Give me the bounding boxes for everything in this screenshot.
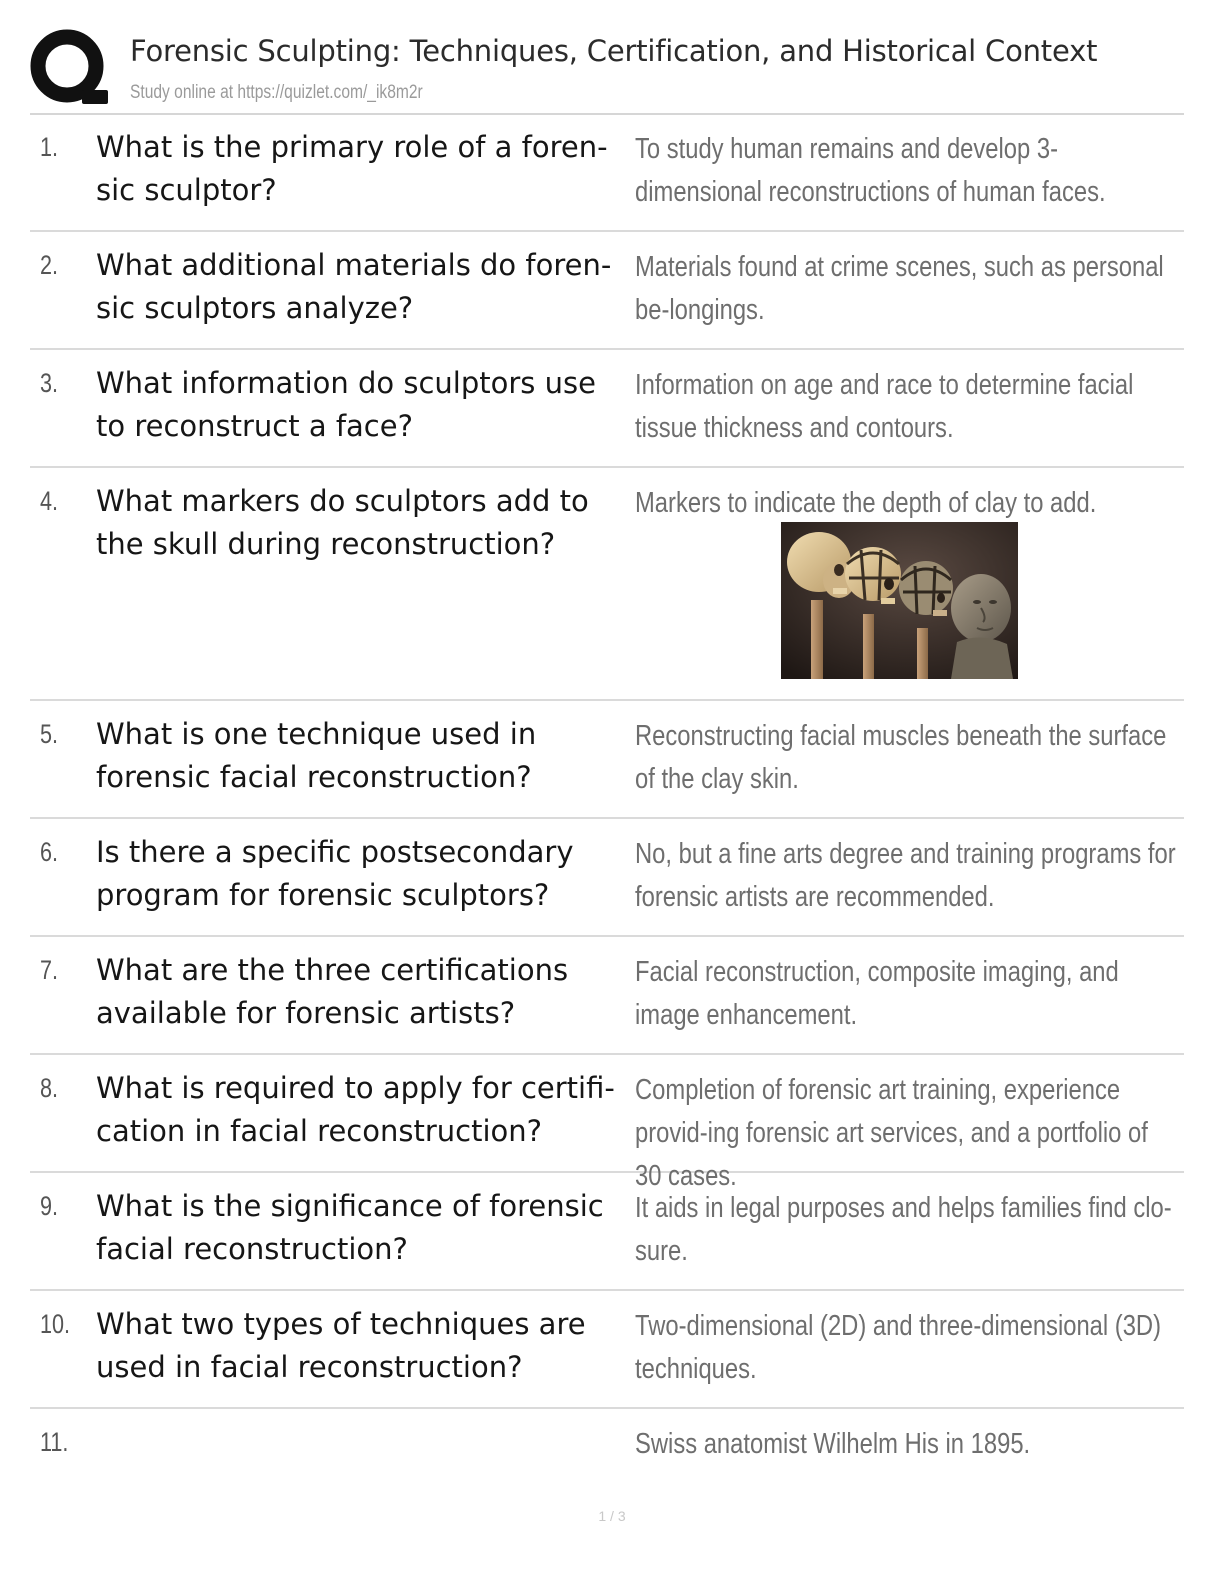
card-question: What is one technique used in forensic facial reconstruction?	[96, 717, 537, 794]
page-number: 1 / 3	[598, 1508, 626, 1524]
card-answer: Materials found at crime scenes, such as personal be-longings.	[635, 251, 1164, 326]
flashcard-row	[30, 1291, 1184, 1409]
card-question: What is the significance of forensic facial reconstruction?	[96, 1189, 604, 1266]
skull-reconstruction-photo-icon	[781, 522, 1018, 679]
card-number: 11.	[40, 1427, 69, 1457]
card-answer: Two-dimensional (2D) and three-dimensional (3D) techniques.	[635, 1310, 1162, 1385]
card-answer: Completion of forensic art training, experience provid-ing forensic art services, and a portfolio of 30 cases.	[635, 1074, 1148, 1192]
flashcard-row	[30, 937, 1184, 1055]
skull-reconstruction-photo	[781, 522, 1018, 679]
card-question: What markers do sculptors add to the skull during reconstruction?	[96, 484, 589, 561]
card-answer: Reconstructing facial muscles beneath the surface of the clay skin.	[635, 720, 1167, 795]
flashcard-list	[30, 114, 1184, 1499]
flashcard-row	[30, 701, 1184, 819]
page-title: Forensic Sculpting: Techniques, Certification, and Historical Context	[130, 34, 1098, 68]
card-number: 6.	[40, 837, 59, 867]
flashcard-row	[30, 1409, 1184, 1499]
flashcard-row	[30, 1055, 1184, 1192]
card-answer: Facial reconstruction, composite imaging, and image enhancement.	[635, 956, 1119, 1031]
study-online-link[interactable]: Study online at https://quizlet.com/_ik8m2r	[130, 82, 423, 103]
card-number: 9.	[40, 1191, 59, 1221]
card-number: 1.	[40, 132, 59, 162]
card-question: What is the primary role of a foren-sic sculptor?	[96, 130, 608, 207]
card-question: What two types of techniques are used in facial reconstruction?	[96, 1307, 586, 1384]
card-answer: Information on age and race to determine facial tissue thickness and contours.	[635, 369, 1134, 444]
flashcard-row	[30, 114, 1184, 232]
card-number: 10.	[40, 1309, 71, 1339]
card-question: What information do sculptors use to reconstruct a face?	[96, 366, 596, 443]
card-number: 2.	[40, 250, 59, 280]
card-question: What additional materials do foren-sic sculptors analyze?	[96, 248, 612, 325]
card-number: 7.	[40, 955, 59, 985]
card-number: 3.	[40, 368, 59, 398]
card-number: 5.	[40, 719, 59, 749]
card-question: What are the three certifications available for forensic artists?	[96, 953, 569, 1030]
card-answer: Markers to indicate the depth of clay to add.	[635, 487, 1097, 519]
card-answer: It aids in legal purposes and helps families find clo-sure.	[635, 1192, 1172, 1267]
flashcard-row	[30, 1173, 1184, 1291]
flashcard-row	[30, 819, 1184, 937]
flashcard-row	[30, 350, 1184, 468]
card-number: 4.	[40, 486, 59, 516]
card-number: 8.	[40, 1073, 59, 1103]
card-question: What is required to apply for certifi-cation in facial reconstruction?	[96, 1071, 615, 1148]
document-header	[30, 28, 1190, 114]
card-question: Is there a specific postsecondary program for forensic sculptors?	[96, 835, 574, 912]
quizlet-logo-icon	[30, 28, 110, 108]
card-answer: No, but a fine arts degree and training programs for forensic artists are recommended.	[635, 838, 1176, 913]
flashcard-row	[30, 232, 1184, 350]
card-answer: To study human remains and develop 3-dimensional reconstructions of human faces.	[635, 133, 1106, 208]
card-answer: Swiss anatomist Wilhelm His in 1895.	[635, 1428, 1031, 1460]
